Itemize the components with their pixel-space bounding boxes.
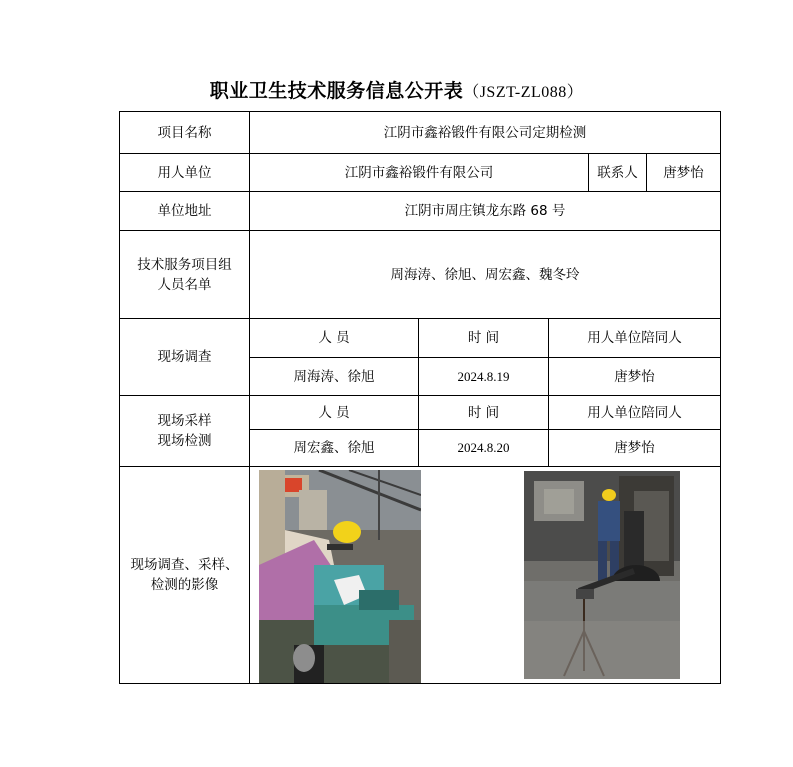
contact-value: 唐梦怡	[647, 154, 721, 192]
sampling-col-time: 时 间	[419, 396, 549, 430]
row-client	[120, 154, 721, 192]
contact-label: 联系人	[589, 154, 647, 192]
info-table	[119, 111, 721, 684]
team-label: 技术服务项目组人员名单	[120, 231, 250, 319]
row-survey-header	[120, 319, 721, 358]
survey-col-personnel: 人 员	[250, 319, 419, 358]
survey-label: 现场调查	[120, 319, 250, 396]
address-value: 江阴市周庄镇龙东路 68 号	[250, 192, 721, 231]
page-title	[0, 76, 793, 103]
client-value: 江阴市鑫裕锻件有限公司	[250, 154, 589, 192]
row-team	[120, 231, 721, 319]
sampling-col-escort: 用人单位陪同人	[549, 396, 721, 430]
sampling-escort: 唐梦怡	[549, 430, 721, 467]
project-name-label: 项目名称	[120, 112, 250, 154]
sampling-col-personnel: 人 员	[250, 396, 419, 430]
sampling-label: 现场采样现场检测	[120, 396, 250, 467]
row-project-name	[120, 112, 721, 154]
site-photo-1	[259, 470, 421, 684]
row-images	[120, 467, 721, 684]
sampling-time: 2024.8.20	[419, 430, 549, 467]
sampling-personnel: 周宏鑫、徐旭	[250, 430, 419, 467]
survey-escort: 唐梦怡	[549, 358, 721, 396]
survey-personnel: 周海涛、徐旭	[250, 358, 419, 396]
team-value: 周海涛、徐旭、周宏鑫、魏冬玲	[250, 231, 721, 319]
title-text: 职业卫生技术服务信息公开表	[209, 80, 464, 102]
survey-col-escort: 用人单位陪同人	[549, 319, 721, 358]
project-name-value: 江阴市鑫裕锻件有限公司定期检测	[250, 112, 721, 154]
images-cell	[250, 467, 721, 684]
site-photo-2	[524, 471, 680, 679]
client-label: 用人单位	[120, 154, 250, 192]
address-label: 单位地址	[120, 192, 250, 231]
row-sampling-header	[120, 396, 721, 430]
row-address	[120, 192, 721, 231]
images-label: 现场调查、采样、检测的影像	[120, 467, 250, 684]
title-code: （JSZT-ZL088）	[463, 84, 584, 101]
survey-time: 2024.8.19	[419, 358, 549, 396]
survey-col-time: 时 间	[419, 319, 549, 358]
